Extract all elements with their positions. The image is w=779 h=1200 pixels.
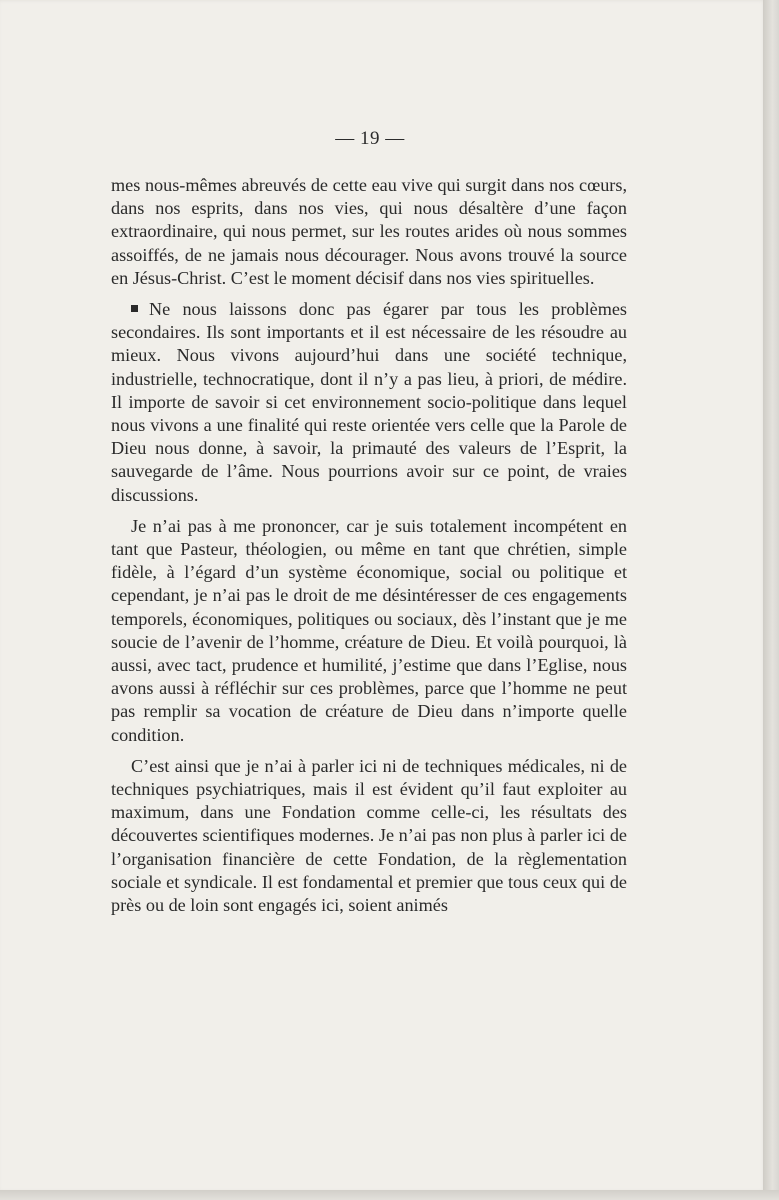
page-bottom-edge [0,1190,779,1200]
paragraph-1: mes nous-mêmes abreuvés de cette eau vive qui surgit dans nos cœurs, dans nos esprits, dans nos vies, qui nous désaltère d’une façon extraordinaire, qui nous permet, sur les routes arides où nous sommes assoiffés, de ne jamais nous décourager. Nous avons trouvé la source en Jésus-Christ. C’est le moment décisif dans nos vies spirituelles. [111,175,627,288]
page-number: — 19 — [335,128,405,149]
page-edge-shadow [763,0,779,1200]
paragraph-2-text: Ne nous laissons donc pas égarer par tous les problèmes secondaires. Ils sont importants et il est nécessaire de les résoudre au mieux. Nous vivons aujourd’hui dans une société technique, industrielle, technocratique, dont il n’y a pas lieu, à priori, de médire. Il importe de savoir si cet environnement socio-politique dans lequel nous vivons a une finalité qui reste orientée vers celle que la Parole de Dieu nous donne, à savoir, la primauté des valeurs de l’Esprit, la sauvegarde de l’âme. Nous pourrions avoir sur ce point, de vraies discussions. [111,299,627,505]
body-text [111,174,627,917]
paragraph-3: Je n’ai pas à me prononcer, car je suis totalement incompétent en tant que Pasteur, théologien, ou même en tant que chrétien, simple fidèle, à l’égard d’un système économique, social ou politique et cependant, je n’ai pas le droit de me désintéresser de ces engagements temporels, économiques, politiques ou sociaux, dès l’instant que je me soucie de l’avenir de l’homme, créature de Dieu. Et voilà pourquoi, là aussi, avec tact, prudence et humilité, j’estime que dans l’Eglise, nous avons aussi à réfléchir sur ces problèmes, parce que l’homme ne peut pas remplir sa vocation de créature de Dieu dans n’importe quelle condition. [111,515,627,745]
paragraph-2 [111,298,627,507]
square-bullet-icon [131,305,138,312]
paragraph-4: C’est ainsi que je n’ai à parler ici ni de techniques médicales, ni de techniques psychiatriques, mais il est évident qu’il faut exploiter au maximum, dans une Fondation comme celle-ci, les résultats des découvertes scientifiques modernes. Je n’ai pas non plus à parler ici de l’organisation financière de cette Fondation, de la règlementation sociale et syndicale. Il est fondamental et premier que tous ceux qui de près ou de loin sont engagés ici, soient animés [111,755,627,916]
